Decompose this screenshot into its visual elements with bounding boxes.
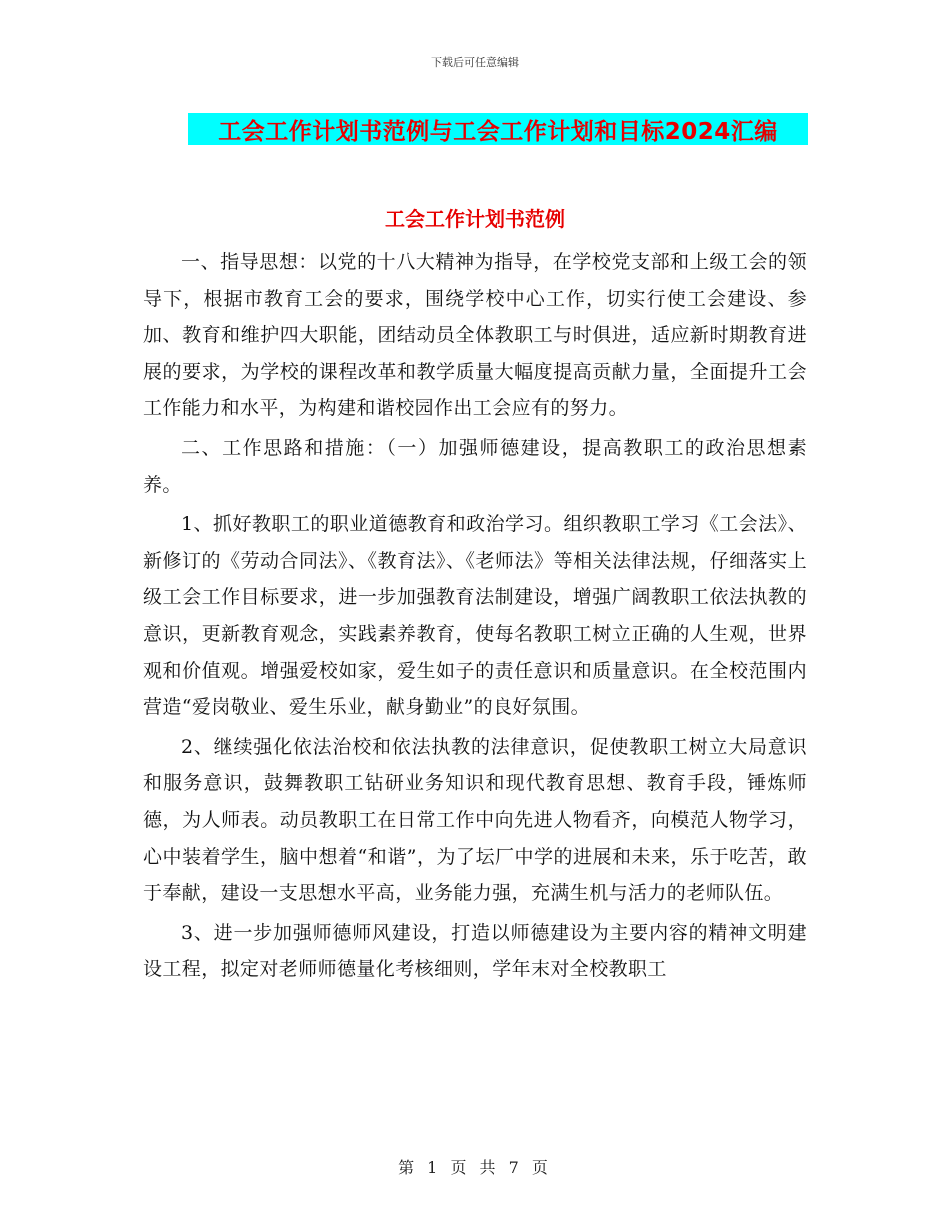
paragraph-item-1: 1、抓好教职工的职业道德教育和政治学习。组织教职工学习《工会法》、新修订的《劳动合同法》、《教育法》、《老师法》等相关法律法规，仔细落实上级工会工作目标要求，进一步加强教育法制建设，增强广阔教职工依法执教的意识，更新教育观念，实践素养教育，使每名教职工树立正确的人生观，世界观和价值观。增强爱校如家，爱生如子的责任意识和质量意识。在全校范围内营造“爱岗敬业、爱生乐业，献身勤业”的良好氛围。 [143, 513, 807, 719]
main-title: 工会工作计划书范例与工会工作计划和目标2024汇编 [218, 118, 778, 145]
body-text [143, 244, 807, 988]
main-title-highlight [188, 113, 808, 145]
header-note: 下载后可任意编辑 [431, 56, 519, 69]
page-footer: 第 1 页 共 7 页 [398, 1158, 552, 1177]
section-title: 工会工作计划书范例 [385, 207, 565, 231]
paragraph-item-2: 2、继续强化依法治校和依法执教的法律意识，促使教职工树立大局意识和服务意识，鼓舞教职工钻研业务知识和现代教育思想、教育手段，锤炼师德，为人师表。动员教职工在日常工作中向先进人物看齐，向模范人物学习，心中装着学生，脑中想着“和谐”，为了坛厂中学的进展和未来，乐于吃苦，敢于奉献，建设一支思想水平高，业务能力强，充满生机与活力的老师队伍。 [143, 735, 807, 905]
paragraph-work-ideas: 二、工作思路和措施：（一）加强师德建设，提高教职工的政治思想素养。 [143, 436, 807, 496]
paragraph-guiding-thought: 一、指导思想：以党的十八大精神为指导，在学校党支部和上级工会的领导下，根据市教育工会的要求，围绕学校中心工作，切实行使工会建设、参加、教育和维护四大职能，团结动员全体教职工与时俱进，适应新时期教育进展的要求，为学校的课程改革和教学质量大幅度提高贡献力量，全面提升工会工作能力和水平，为构建和谐校园作出工会应有的努力。 [143, 251, 807, 420]
paragraph-item-3: 3、进一步加强师德师风建设，打造以师德建设为主要内容的精神文明建设工程，拟定对老师师德量化考核细则，学年末对全校教职工 [143, 921, 807, 981]
